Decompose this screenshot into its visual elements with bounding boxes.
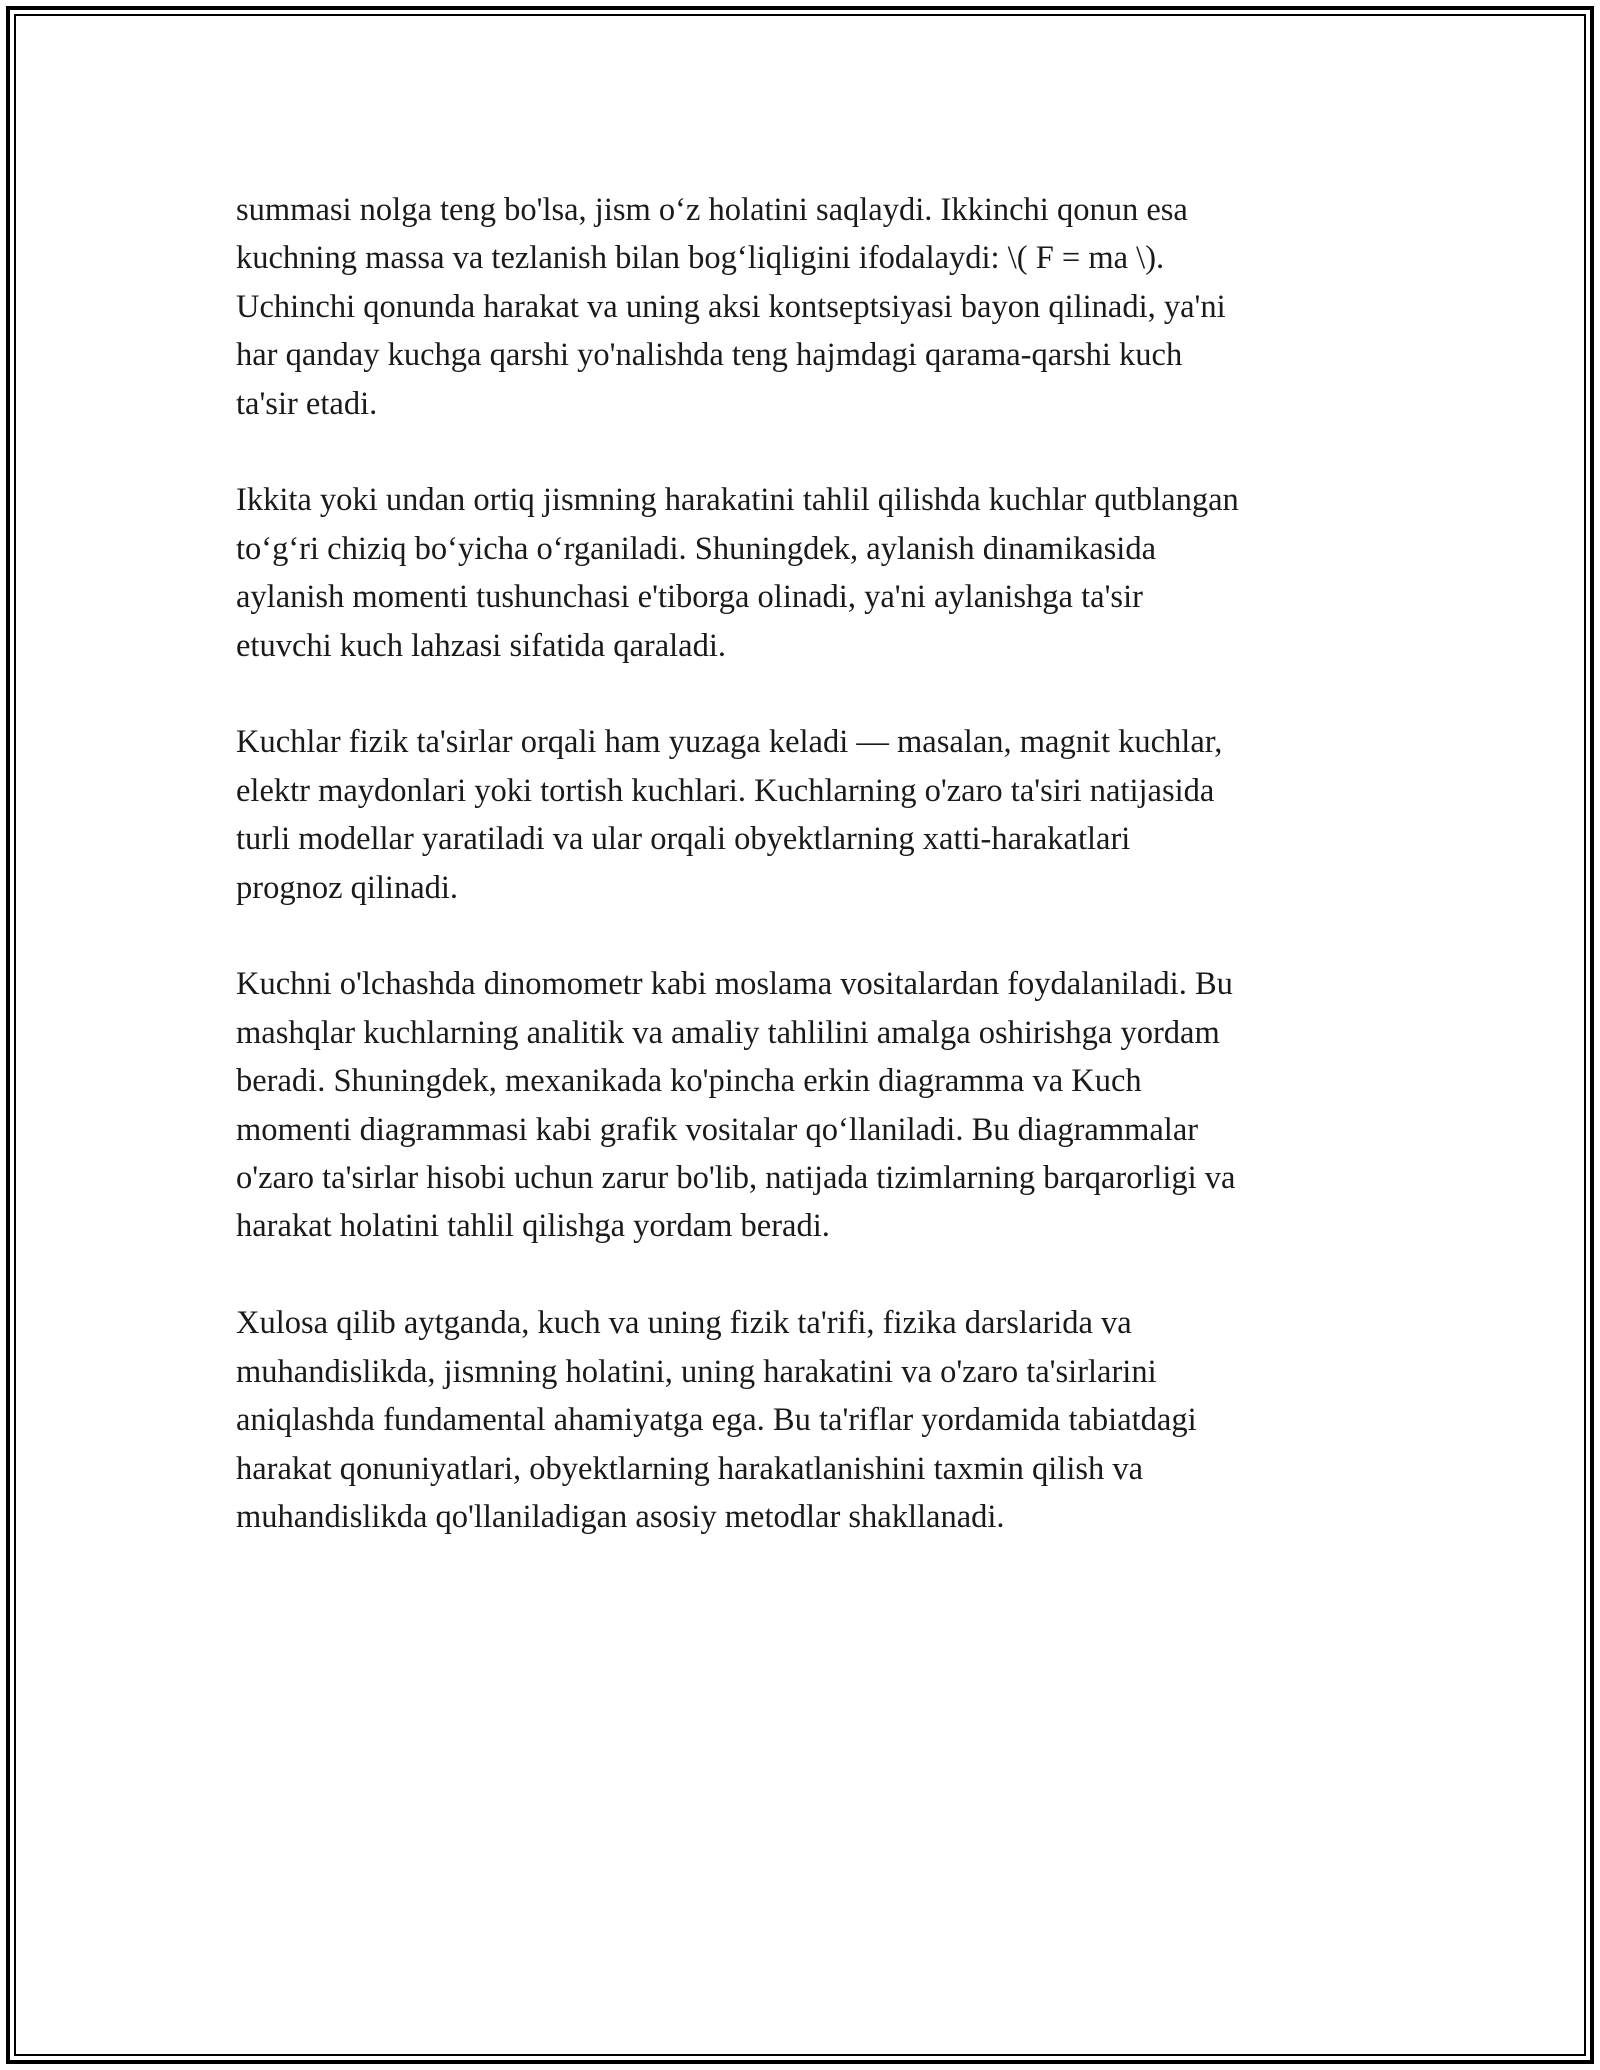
document-body: [236, 186, 1376, 1590]
paragraph-2: Ikkita yoki undan ortiq jismning harakatini tahlil qilishda kuchlar qutblangan to‘g‘ri chiziq bo‘yicha o‘rganiladi. Shuningdek, aylanish dinamikasida aylanish momenti tushunchasi e'tiborga olinadi, ya'ni aylanishga ta'sir etuvchi kuch lahzasi sifatida qaraladi.: [236, 482, 1239, 664]
paragraph-1: summasi nolga teng bo'lsa, jism o‘z holatini saqlaydi. Ikkinchi qonun esa kuchning massa va tezlanish bilan bog‘liqligini ifodalaydi: \( F = ma \). Uchinchi qonunda harakat va uning aksi kontseptsiyasi bayon qilinadi, ya'ni har qanday kuchga qarshi yo'nalishda teng hajmdagi qarama-qarshi kuch ta'sir etadi.: [236, 192, 1226, 422]
paragraph-5: Xulosa qilib aytganda, kuch va uning fizik ta'rifi, fizika darslarida va muhandislikda, jismning holatini, uning harakatini va o'zaro ta'sirlarini aniqlashda fundamental ahamiyatga ega. Bu ta'riflar yordamida tabiatdagi harakat qonuniyatlari, obyektlarning harakatlanishini taxmin qilish va muhandislikda qo'llaniladigan asosiy metodlar shakllanadi.: [236, 1305, 1197, 1535]
paragraph-4: Kuchni o'lchashda dinomometr kabi moslama vositalardan foydalaniladi. Bu mashqlar kuchlarning analitik va amaliy tahlilini amalga oshirishga yordam beradi. Shuningdek, mexanikada ko'pincha erkin diagramma va Kuch momenti diagrammasi kabi grafik vositalar qo‘llaniladi. Bu diagrammalar o'zaro ta'sirlar hisobi uchun zarur bo'lib, natijada tizimlarning barqarorligi va harakat holatini tahlil qilishga yordam beradi.: [236, 966, 1236, 1245]
paragraph-3: Kuchlar fizik ta'sirlar orqali ham yuzaga keladi — masalan, magnit kuchlar, elektr maydonlari yoki tortish kuchlari. Kuchlarning o'zaro ta'siri natijasida turli modellar yaratiladi va ular orqali obyektlarning xatti-harakatlari prognoz qilinadi.: [236, 724, 1223, 906]
